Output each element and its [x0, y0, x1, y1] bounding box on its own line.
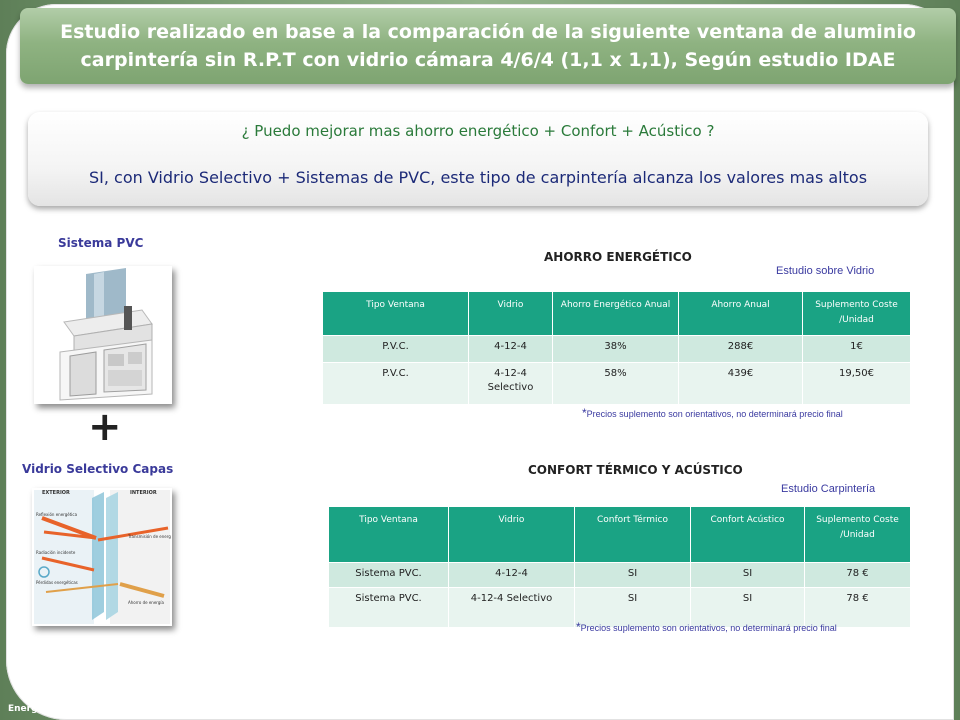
- table-cell: SI: [575, 588, 691, 628]
- table-cell: 1€: [803, 336, 911, 363]
- table-cell: 78 €: [805, 563, 911, 588]
- table-cell: Sistema PVC.: [329, 563, 449, 588]
- header-ahorro-anual: Ahorro Anual: [679, 292, 803, 336]
- header-tipo-ventana: Tipo Ventana: [323, 292, 469, 336]
- header-tipo-ventana: Tipo Ventana: [329, 507, 449, 563]
- confort-title: CONFORT TÉRMICO Y ACÚSTICO: [528, 463, 743, 477]
- header-ahorro-energetico: Ahorro Energético Anual: [553, 292, 679, 336]
- confort-footnote: [576, 620, 837, 634]
- footnote-text: Precios suplemento son orientativos, no determinará precio final: [580, 623, 837, 633]
- pvc-window-profile-image: [34, 266, 172, 404]
- table-cell: 4-12-4 Selectivo: [469, 363, 553, 405]
- confort-table: [328, 506, 911, 628]
- ahorro-study-label: Estudio sobre Vidrio: [776, 265, 875, 277]
- title-banner: [20, 8, 956, 84]
- diagram-perdidas-label: Pérdidas energéticas: [36, 580, 78, 585]
- table-cell: 4-12-4 Selectivo: [449, 588, 575, 628]
- header-confort-termico: Confort Térmico: [575, 507, 691, 563]
- footer-text: Energías: [8, 704, 53, 714]
- table-cell: SI: [691, 563, 805, 588]
- question-box: [28, 112, 928, 206]
- plus-sign: +: [88, 404, 122, 450]
- table-row: [323, 336, 911, 363]
- table-cell: 4-12-4: [449, 563, 575, 588]
- title-line-2: carpintería sin R.P.T con vidrio cámara 4/6/4 (1,1 x 1,1), Según estudio IDAE: [80, 49, 896, 71]
- header-vidrio: Vidrio: [449, 507, 575, 563]
- table-header-row: [323, 292, 911, 336]
- confort-study-label: Estudio Carpintería: [781, 483, 876, 495]
- diagram-reflexion-label: Reflexión energética: [36, 512, 78, 517]
- table-cell: SI: [575, 563, 691, 588]
- footnote-star: *: [576, 620, 581, 634]
- diagram-transmision-label: Transmisión de energ: [128, 534, 171, 539]
- header-suplemento: Suplemento Coste /Unidad: [803, 292, 911, 336]
- table-row: [329, 563, 911, 588]
- title-line-1: Estudio realizado en base a la comparación de la siguiente ventana de aluminio: [60, 21, 916, 43]
- question-text: ¿ Puedo mejorar mas ahorro energético + Confort + Acústico ?: [241, 122, 715, 140]
- diagram-ahorro-label: Ahorro de energía: [128, 600, 164, 605]
- table-cell: P.V.C.: [323, 363, 469, 405]
- footnote-star: *: [582, 406, 587, 420]
- table-cell: 288€: [679, 336, 803, 363]
- table-cell: P.V.C.: [323, 336, 469, 363]
- diagram-exterior-label: EXTERIOR: [42, 490, 70, 496]
- header-suplemento: Suplemento Coste /Unidad: [805, 507, 911, 563]
- header-confort-acustico: Confort Acústico: [691, 507, 805, 563]
- table-header-row: [329, 507, 911, 563]
- table-cell: 4-12-4: [469, 336, 553, 363]
- table-cell: SI: [691, 588, 805, 628]
- table-cell: 38%: [553, 336, 679, 363]
- diagram-radiacion-label: Radiación incidente: [36, 550, 76, 555]
- header-vidrio: Vidrio: [469, 292, 553, 336]
- ahorro-table: [322, 291, 911, 405]
- pvc-profile-icon: [34, 266, 172, 404]
- pvc-system-label: Sistema PVC: [58, 236, 144, 250]
- diagram-interior-label: INTERIOR: [130, 490, 157, 496]
- answer-text: SI, con Vidrio Selectivo + Sistemas de PVC, este tipo de carpintería alcanza los valores mas altos: [88, 168, 868, 187]
- table-cell: 19,50€: [803, 363, 911, 405]
- ahorro-title: AHORRO ENERGÉTICO: [544, 250, 692, 264]
- ahorro-footnote: [582, 406, 843, 420]
- table-cell: 58%: [553, 363, 679, 405]
- glass-layers-icon: [32, 488, 172, 626]
- selective-glass-label: Vidrio Selectivo Capas: [22, 462, 174, 476]
- table-cell: 439€: [679, 363, 803, 405]
- table-cell: Sistema PVC.: [329, 588, 449, 628]
- selective-glass-diagram: [32, 488, 172, 626]
- footnote-text: Precios suplemento son orientativos, no determinará precio final: [586, 409, 843, 419]
- table-cell: 78 €: [805, 588, 911, 628]
- table-row: [323, 363, 911, 405]
